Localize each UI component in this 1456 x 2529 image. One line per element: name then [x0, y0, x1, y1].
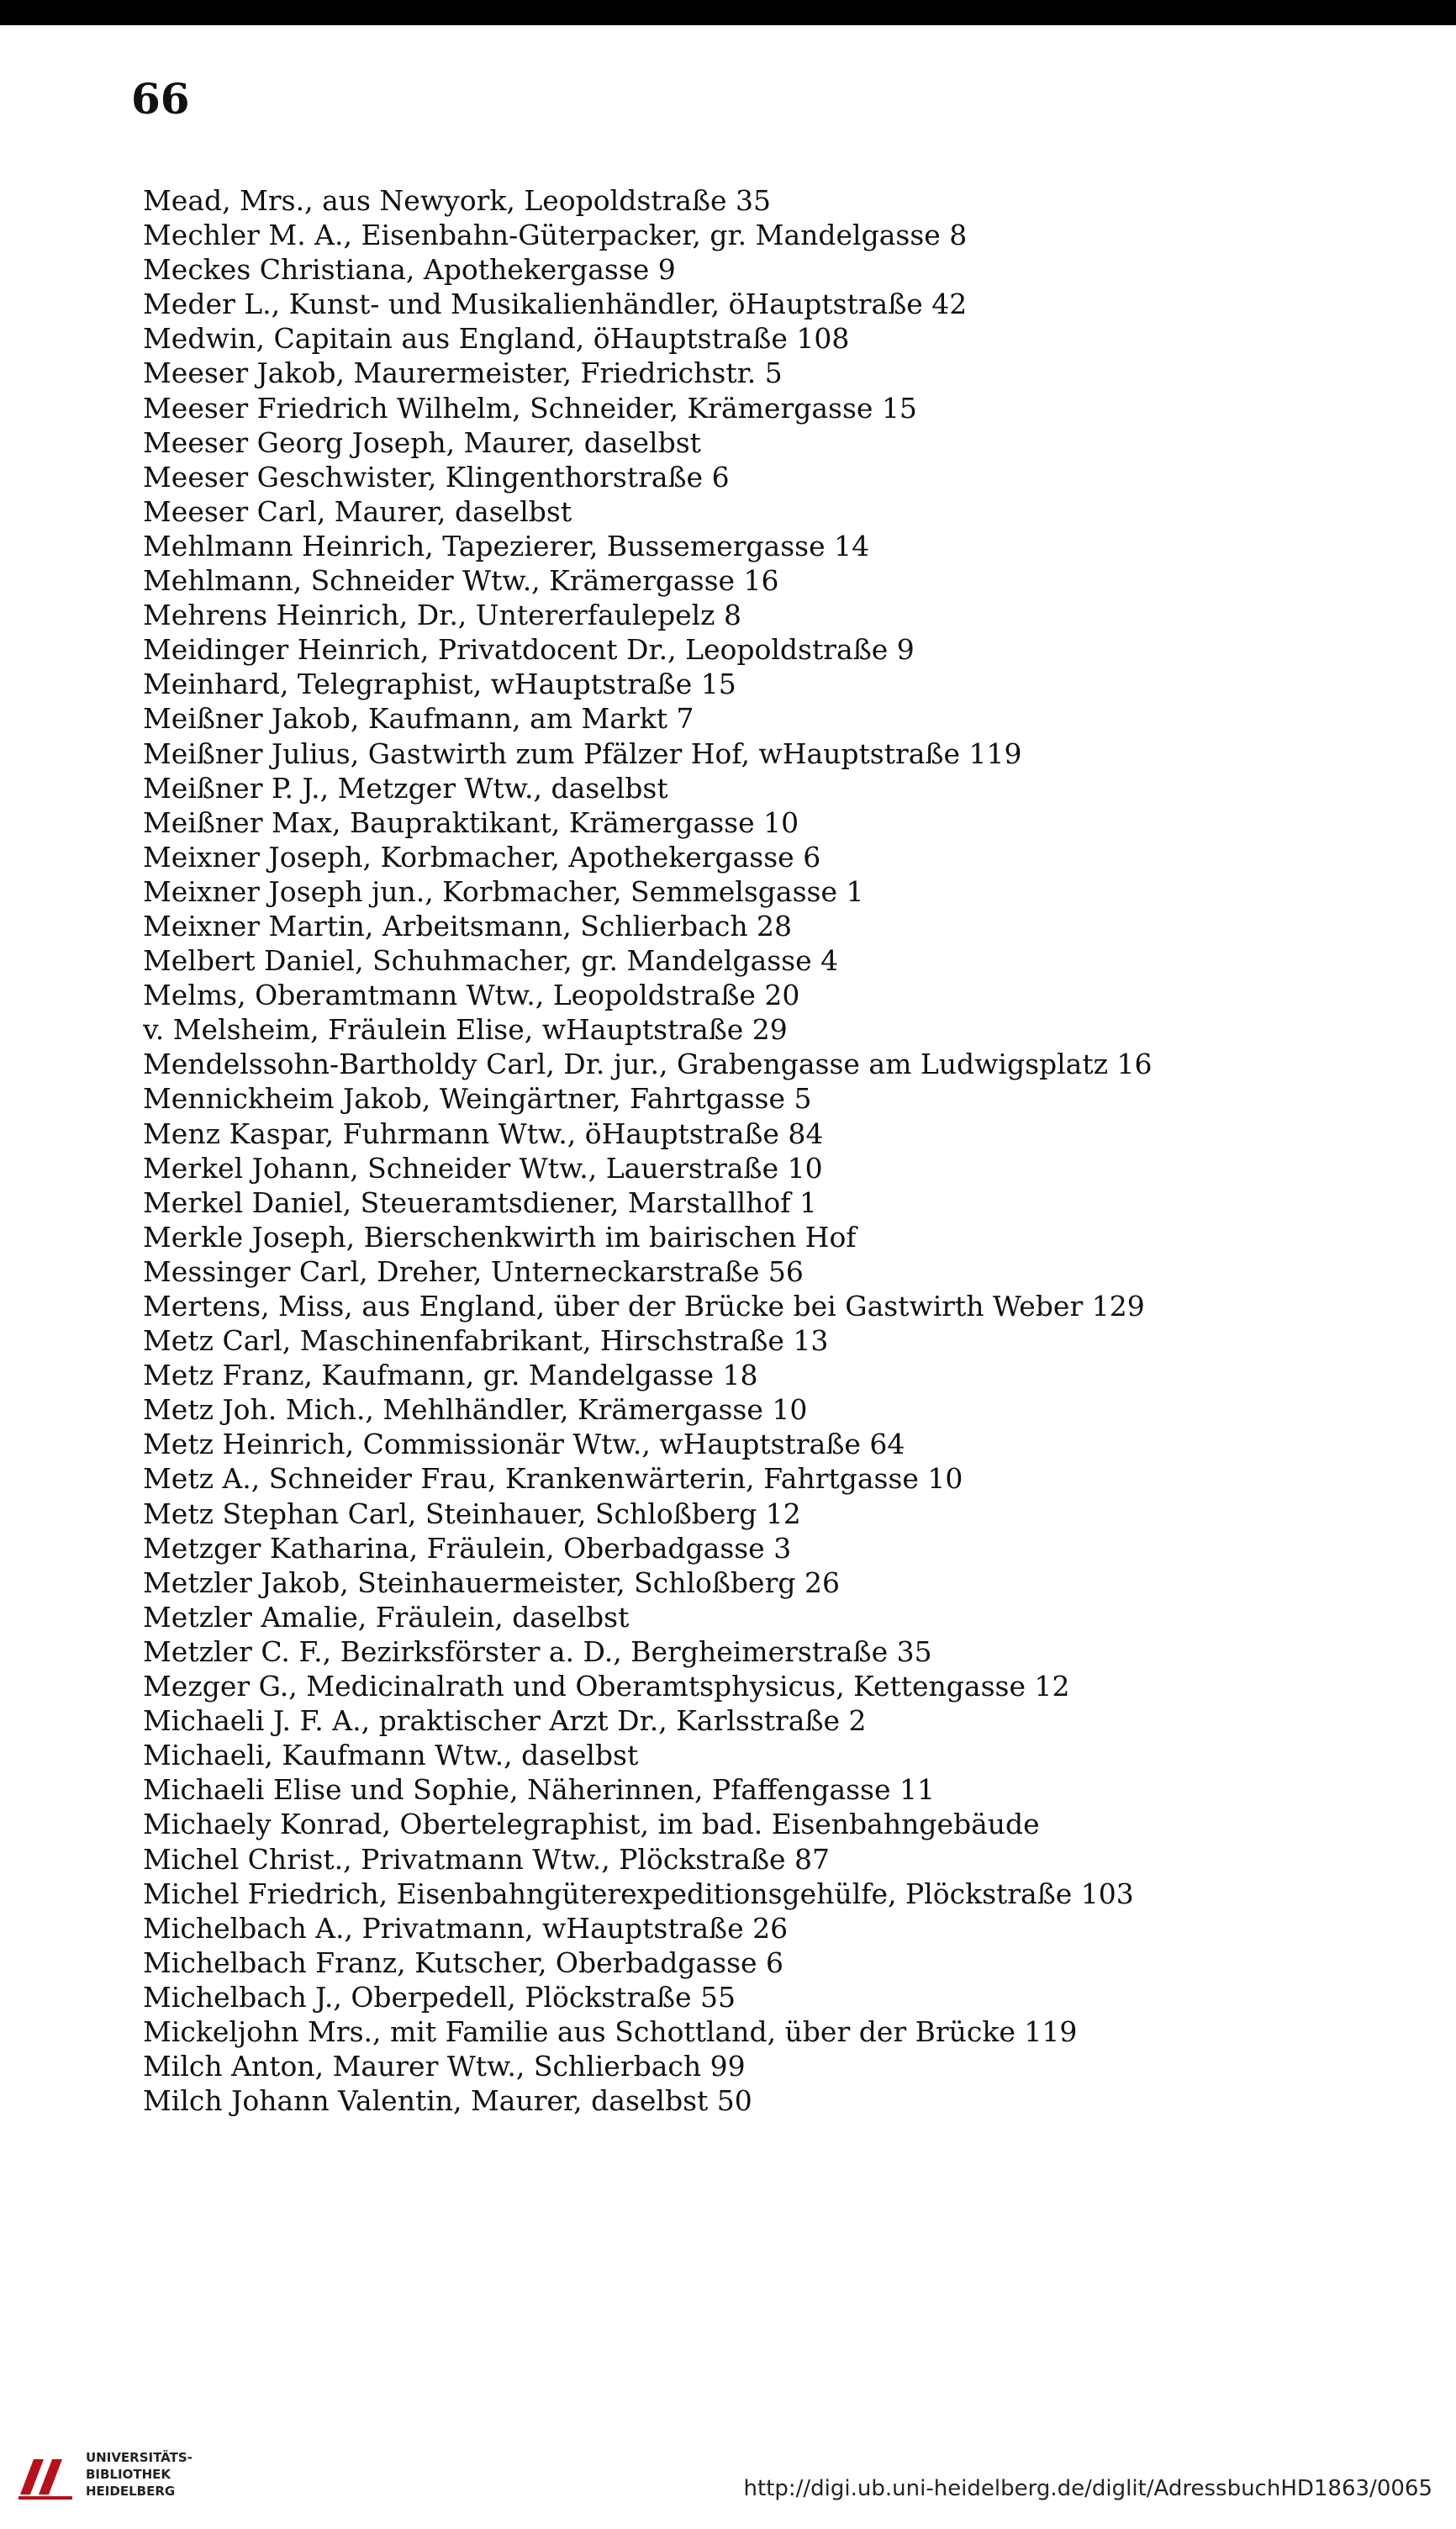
page-number: 66 [131, 74, 190, 124]
address-entry: Metz Joh. Mich., Mehlhändler, Krämergasse 10 [143, 1393, 808, 1427]
address-entry: Michaely Konrad, Obertelegraphist, im bad. Eisenbahngebäude [143, 1808, 1040, 1841]
address-entry: Meißner Julius, Gastwirth zum Pfälzer Hof, wHauptstraße 119 [143, 737, 1022, 770]
address-entry: Meeser Friedrich Wilhelm, Schneider, Krämergasse 15 [143, 391, 917, 425]
library-logo-icon [15, 2451, 76, 2501]
address-entry: Metz Stephan Carl, Steinhauer, Schloßberg 12 [143, 1497, 801, 1530]
logo-text [86, 2449, 193, 2500]
address-entry: Michel Friedrich, Eisenbahngüterexpeditionsgehülfe, Plöckstraße 103 [143, 1877, 1134, 1910]
address-entry: Mickeljohn Mrs., mit Familie aus Schottland, über der Brücke 119 [143, 2014, 1078, 2048]
address-entry: Mehlmann Heinrich, Tapezierer, Bussemergasse 14 [143, 529, 870, 562]
address-entry: Metzler C. F., Bezirksförster a. D., Bergheimerstraße 35 [143, 1634, 932, 1668]
address-entry: Mechler M. A., Eisenbahn-Güterpacker, gr. Mandelgasse 8 [143, 219, 968, 252]
address-entry: v. Melsheim, Fräulein Elise, wHauptstraße 29 [143, 1013, 788, 1047]
address-entry: Meder L., Kunst- und Musikalienhändler, öHauptstraße 42 [143, 288, 968, 321]
address-entry: Metz A., Schneider Frau, Krankenwärterin, Fahrtgasse 10 [143, 1462, 963, 1496]
address-entry: Michaeli Elise und Sophie, Näherinnen, Pfaffengasse 11 [143, 1773, 935, 1807]
address-entry: Metz Carl, Maschinenfabrikant, Hirschstraße 13 [143, 1324, 829, 1358]
address-entry: Mezger G., Medicinalrath und Oberamtsphysicus, Kettengasse 12 [143, 1670, 1070, 1703]
address-entry: Michelbach Franz, Kutscher, Oberbadgasse 6 [143, 1946, 784, 1979]
address-entry: Messinger Carl, Dreher, Unterneckarstraße 56 [143, 1254, 804, 1288]
address-entry: Merkel Daniel, Steueramtsdiener, Marstallhof 1 [143, 1185, 817, 1219]
source-url-link[interactable]: http://digi.ub.uni-heidelberg.de/diglit/AdressbuchHD1863/0065 [743, 2476, 1432, 2501]
address-entry: Meinhard, Telegraphist, wHauptstraße 15 [143, 668, 736, 701]
address-entry: Mennickheim Jakob, Weingärtner, Fahrtgasse 5 [143, 1082, 812, 1116]
address-entry: Michaeli J. F. A., praktischer Arzt Dr., Karlsstraße 2 [143, 1704, 867, 1738]
address-entry: Mead, Mrs., aus Newyork, Leopoldstraße 35 [143, 184, 772, 217]
address-entry: Metzler Amalie, Fräulein, daselbst [143, 1600, 630, 1634]
top-scan-border [0, 0, 1456, 25]
address-entry: Michelbach J., Oberpedell, Plöckstraße 55 [143, 1980, 736, 2014]
address-entry: Meixner Martin, Arbeitsmann, Schlierbach 28 [143, 909, 793, 942]
address-entry: Merkel Johann, Schneider Wtw., Lauerstraße 10 [143, 1151, 823, 1185]
address-entry: Merkle Joseph, Bierschenkwirth im bairischen Hof [143, 1220, 857, 1254]
address-entry: Meixner Joseph jun., Korbmacher, Semmelsgasse 1 [143, 874, 864, 908]
address-entry: Meißner Max, Baupraktikant, Krämergasse 10 [143, 805, 799, 839]
address-entry: Mendelssohn-Bartholdy Carl, Dr. jur., Grabengasse am Ludwigsplatz 16 [143, 1048, 1153, 1081]
address-entry: Melbert Daniel, Schuhmacher, gr. Mandelgasse 4 [143, 944, 839, 978]
address-entry: Metz Heinrich, Commissionär Wtw., wHauptstraße 64 [143, 1428, 905, 1461]
address-entry: Metzler Jakob, Steinhauermeister, Schloßberg 26 [143, 1565, 840, 1599]
address-entry: Michel Christ., Privatmann Wtw., Plöckstraße 87 [143, 1842, 831, 1876]
logo-line: HEIDELBERG [86, 2484, 176, 2499]
university-library-logo [15, 2442, 234, 2506]
address-entry-list [143, 183, 1362, 2118]
address-entry: Meeser Jakob, Maurermeister, Friedrichstr. 5 [143, 356, 783, 390]
address-entry: Melms, Oberamtmann Wtw., Leopoldstraße 20 [143, 979, 800, 1012]
address-entry: Mehrens Heinrich, Dr., Untererfaulepelz 8 [143, 599, 742, 632]
address-entry: Mertens, Miss, aus England, über der Brücke bei Gastwirth Weber 129 [143, 1290, 1145, 1323]
logo-line: UNIVERSITÄTS- [86, 2450, 193, 2465]
address-entry: Menz Kaspar, Fuhrmann Wtw., öHauptstraße 84 [143, 1117, 824, 1150]
address-entry: Meixner Joseph, Korbmacher, Apothekergasse 6 [143, 840, 821, 874]
address-entry: Metzger Katharina, Fräulein, Oberbadgasse 3 [143, 1531, 792, 1565]
address-entry: Mehlmann, Schneider Wtw., Krämergasse 16 [143, 564, 779, 598]
address-entry: Meckes Christiana, Apothekergasse 9 [143, 253, 676, 287]
address-entry: Michelbach A., Privatmann, wHauptstraße 26 [143, 1911, 789, 1945]
address-entry: Meeser Carl, Maurer, daselbst [143, 494, 572, 528]
address-entry: Milch Johann Valentin, Maurer, daselbst 50 [143, 2084, 752, 2118]
address-entry: Meißner Jakob, Kaufmann, am Markt 7 [143, 702, 694, 736]
address-entry: Milch Anton, Maurer Wtw., Schlierbach 99 [143, 2050, 746, 2083]
address-entry: Meidinger Heinrich, Privatdocent Dr., Leopoldstraße 9 [143, 633, 915, 667]
address-entry: Medwin, Capitain aus England, öHauptstraße 108 [143, 322, 850, 356]
address-entry: Meißner P. J., Metzger Wtw., daselbst [143, 771, 668, 805]
address-entry: Meeser Geschwister, Klingenthorstraße 6 [143, 460, 730, 494]
address-entry: Metz Franz, Kaufmann, gr. Mandelgasse 18 [143, 1359, 758, 1392]
logo-line: BIBLIOTHEK [86, 2467, 171, 2482]
address-entry: Michaeli, Kaufmann Wtw., daselbst [143, 1739, 639, 1772]
address-entry: Meeser Georg Joseph, Maurer, daselbst [143, 425, 701, 459]
